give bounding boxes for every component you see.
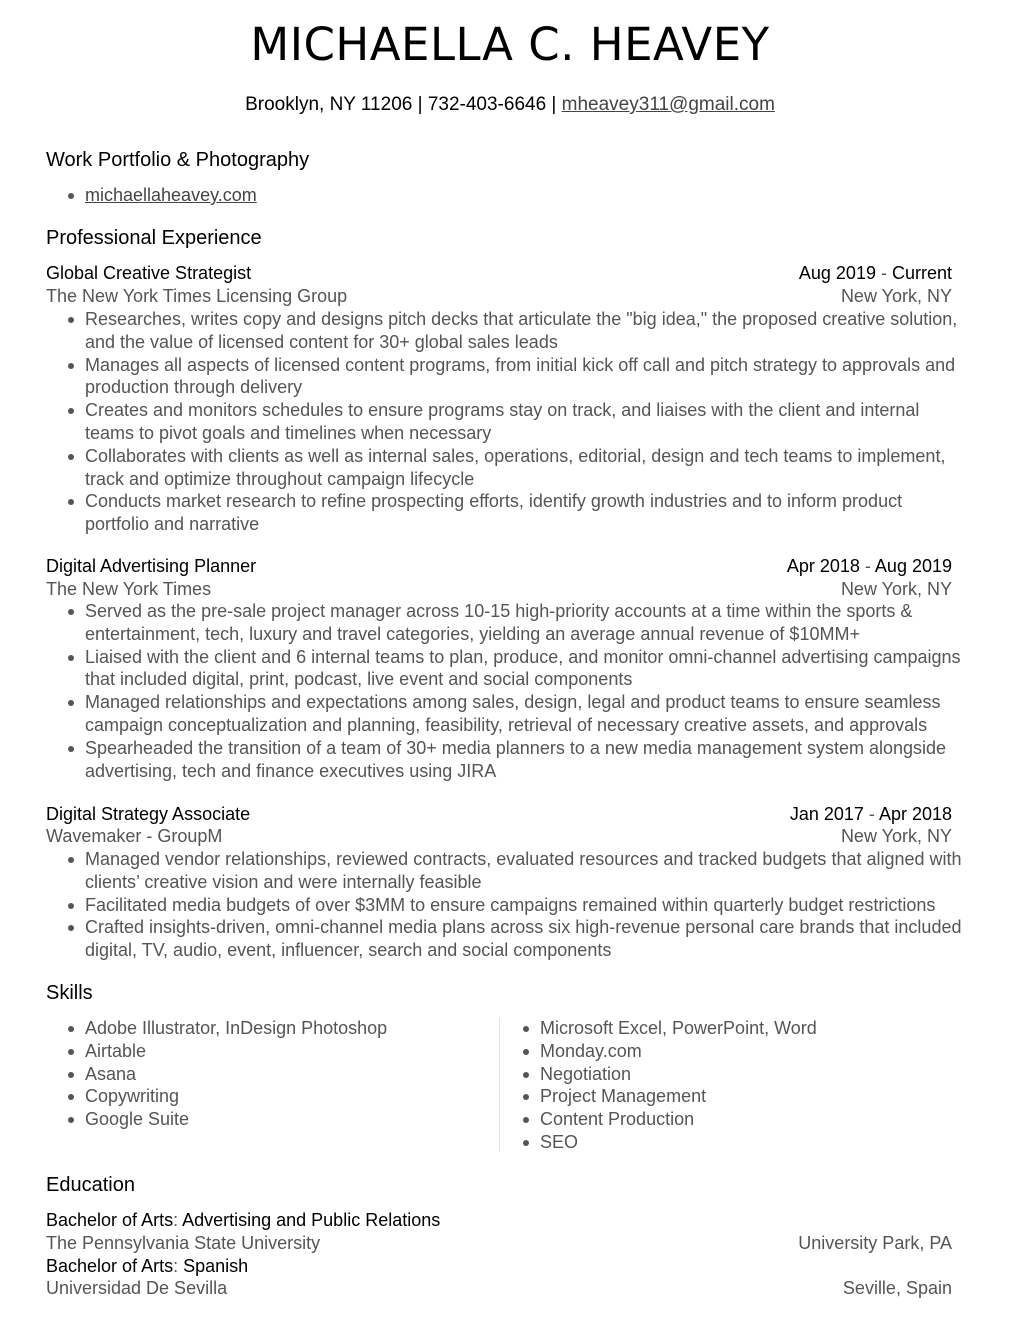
contact-email-link[interactable]: mheavey311@gmail.com	[561, 94, 775, 115]
skill-item: Microsoft Excel, PowerPoint, Word	[523, 1017, 943, 1040]
skill-item: Project Management	[523, 1085, 943, 1108]
contact-line	[0, 94, 1020, 116]
skill-item: Google Suite	[68, 1108, 488, 1131]
job-dates: Apr 2018 - Aug 2019	[786, 556, 952, 576]
education-school-row	[46, 1232, 952, 1255]
job-bullet: Researches, writes copy and designs pitch decks that articulate the "big idea," the proposed creative solution, and the value of licensed content for 30+ global sales leads	[68, 308, 968, 354]
job-title-row	[46, 262, 952, 285]
experience-section-title: Professional Experience	[46, 227, 262, 249]
job-bullet: Crafted insights-driven, omni-channel media plans across six high-revenue personal care brands that included digital, TV, audio, event, influencer, search and social components	[68, 916, 968, 962]
education-school: The Pennsylvania State University	[46, 1233, 321, 1253]
job-role: Digital Advertising Planner	[46, 556, 257, 576]
job-company-row	[46, 285, 952, 308]
job-company: The New York Times	[46, 579, 212, 599]
portfolio-list	[68, 184, 968, 207]
job-bullet: Creates and monitors schedules to ensure programs stay on track, and liaises with the client and internal teams to pivot goals and timelines when necessary	[68, 399, 968, 445]
job-dates: Jan 2017 - Apr 2018	[789, 804, 952, 824]
contact-location: Brooklyn, NY 11206	[245, 94, 413, 115]
skill-item: Negotiation	[523, 1063, 943, 1086]
job-company-row	[46, 578, 952, 601]
job-title-row	[46, 555, 952, 578]
portfolio-link[interactable]: michaellaheavey.com	[85, 185, 257, 205]
skill-item: Copywriting	[68, 1085, 488, 1108]
contact-phone: 732-403-6646	[427, 94, 547, 115]
job-title-row	[46, 803, 952, 826]
education-location: University Park, PA	[798, 1233, 952, 1253]
education-school-row	[46, 1277, 952, 1300]
education-degree-row	[46, 1209, 952, 1232]
job-bullets	[68, 848, 968, 962]
skills-list-left	[68, 1017, 488, 1131]
job-bullet: Collaborates with clients as well as internal sales, operations, editorial, design and tech teams to implement, track and optimize throughout campaign lifecycle	[68, 445, 968, 491]
job-bullet: Managed relationships and expectations among sales, design, legal and product teams to ensure seamless campaign conceptualization and planning, feasibility, retrieval of necessary creative assets, and approvals	[68, 691, 968, 737]
skill-item: Airtable	[68, 1040, 488, 1063]
skill-item: Content Production	[523, 1108, 943, 1131]
education-degree: Bachelor of Arts: Spanish	[46, 1256, 249, 1276]
job-company: The New York Times Licensing Group	[46, 286, 348, 306]
job-bullet: Managed vendor relationships, reviewed contracts, evaluated resources and tracked budgets that aligned with clients’ creative vision and were internally feasible	[68, 848, 968, 894]
job-dates: Aug 2019 - Current	[798, 263, 952, 283]
job-bullets	[68, 600, 968, 782]
job-bullet: Served as the pre-sale project manager across 10-15 high-priority accounts at a time within the sports & entertainment, tech, luxury and travel categories, yielding an average annual revenue of $10MM+	[68, 600, 968, 646]
education-section-title: Education	[46, 1174, 135, 1196]
education-location: Seville, Spain	[842, 1278, 952, 1298]
contact-separator: |	[546, 94, 562, 115]
skill-item: Adobe Illustrator, InDesign Photoshop	[68, 1017, 488, 1040]
education-degree-row	[46, 1255, 952, 1278]
job-bullets	[68, 308, 968, 536]
job-location: New York, NY	[840, 286, 952, 306]
portfolio-section-title: Work Portfolio & Photography	[46, 149, 310, 171]
skills-section-title: Skills	[46, 982, 93, 1004]
skill-item: Monday.com	[523, 1040, 943, 1063]
job-role: Digital Strategy Associate	[46, 804, 251, 824]
candidate-name: MICHAELLA C. HEAVEY	[250, 18, 770, 71]
job-role: Global Creative Strategist	[46, 263, 252, 283]
job-bullet: Manages all aspects of licensed content programs, from initial kick off call and pitch strategy to approvals and production through delivery	[68, 354, 968, 400]
education-school: Universidad De Sevilla	[46, 1278, 228, 1298]
skills-column-divider	[499, 1018, 500, 1152]
skill-item: SEO	[523, 1131, 943, 1154]
job-bullet: Liaised with the client and 6 internal teams to plan, produce, and monitor omni-channel advertising campaigns that included digital, print, podcast, live event and social components	[68, 646, 968, 692]
job-location: New York, NY	[840, 579, 952, 599]
job-bullet: Spearheaded the transition of a team of 30+ media planners to a new media management system alongside advertising, tech and finance executives using JIRA	[68, 737, 968, 783]
portfolio-list-item	[68, 184, 968, 207]
job-company-row	[46, 825, 952, 848]
skills-list-right	[523, 1017, 943, 1154]
job-company: Wavemaker - GroupM	[46, 826, 223, 846]
job-bullet: Facilitated media budgets of over $3MM to ensure campaigns remained within quarterly budget restrictions	[68, 894, 968, 917]
education-degree: Bachelor of Arts: Advertising and Public Relations	[46, 1210, 441, 1230]
contact-separator: |	[412, 94, 428, 115]
job-bullet: Conducts market research to refine prospecting efforts, identify growth industries and to inform product portfolio and narrative	[68, 490, 968, 536]
job-location: New York, NY	[840, 826, 952, 846]
skill-item: Asana	[68, 1063, 488, 1086]
